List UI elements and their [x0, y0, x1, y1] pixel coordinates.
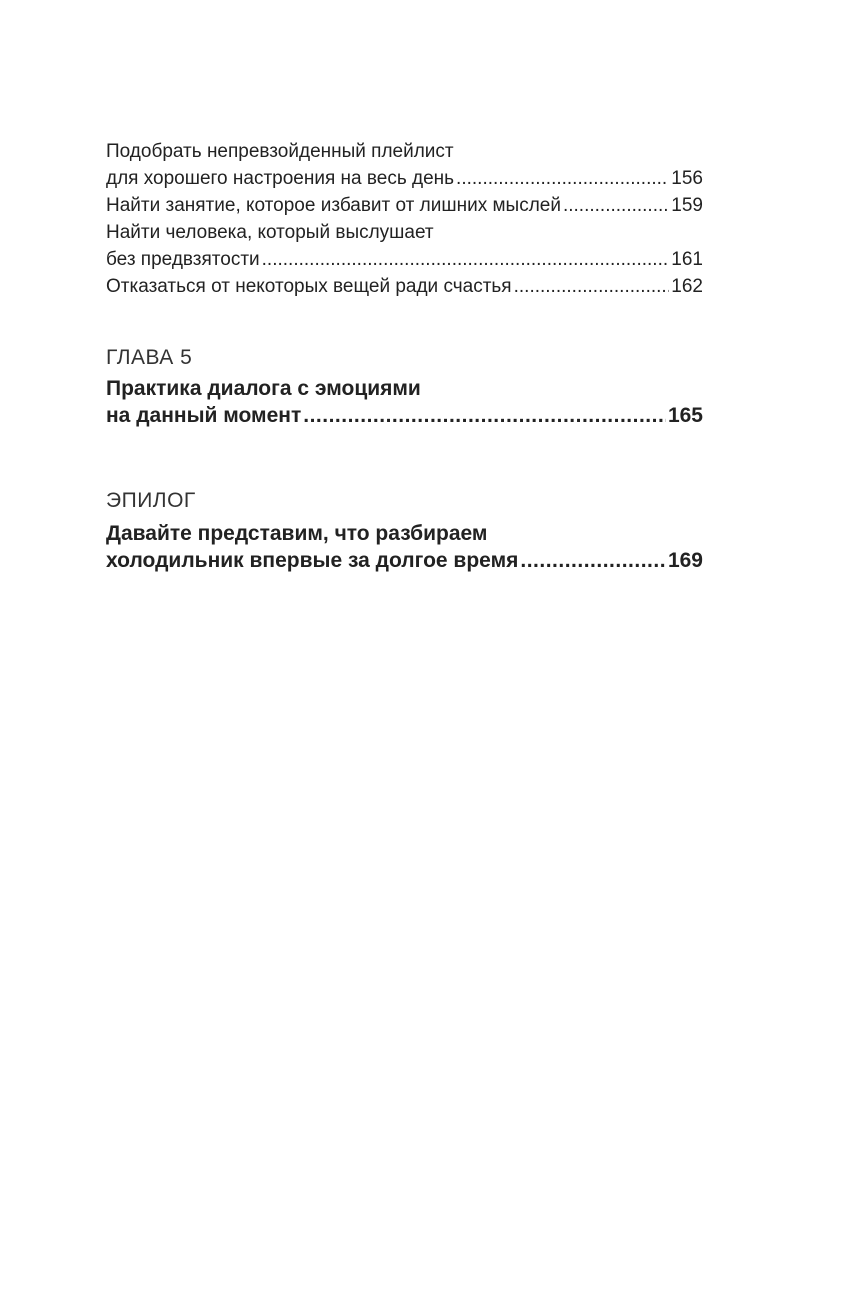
toc-entry-last-line [106, 273, 703, 300]
page-number: 165 [667, 404, 703, 427]
dot-leader [563, 192, 669, 219]
chapter-title-last-line [106, 402, 703, 429]
toc-entry-text: для хорошего настроения на весь день [106, 168, 455, 189]
dot-leader [520, 547, 666, 574]
toc-entry-activity [106, 192, 703, 219]
dot-leader [262, 246, 670, 273]
chapter-label: ЭПИЛОГ [106, 489, 196, 512]
toc-entry-happiness [106, 273, 703, 300]
toc-entry-text: Отказаться от некоторых вещей ради счастья [106, 276, 512, 297]
chapter-title-text: на данный момент [106, 404, 302, 427]
chapter-title-text: холодильник впервые за долгое время [106, 549, 519, 572]
toc-entry-text: Найти занятие, которое избавит от лишних мыслей [106, 195, 561, 216]
page-number: 169 [667, 549, 703, 572]
chapter-5-section [106, 344, 703, 429]
toc-entry-last-line [106, 192, 703, 219]
table-of-contents [106, 138, 703, 574]
toc-entry-line: Подобрать непревзойденный плейлист [106, 141, 454, 162]
page-number: 156 [671, 168, 703, 189]
chapter-title [106, 375, 703, 429]
toc-entry-text: без предвзятости [106, 249, 260, 270]
chapter-title-last-line [106, 547, 703, 574]
toc-entry-last-line [106, 165, 703, 192]
chapter-label: ГЛАВА 5 [106, 346, 193, 369]
toc-entry-playlist [106, 138, 703, 192]
chapter-title-line: Давайте представим, что разбираем [106, 522, 488, 545]
page-number: 161 [671, 249, 703, 270]
page-number: 159 [671, 195, 703, 216]
dot-leader [456, 165, 669, 192]
page-number: 162 [671, 276, 703, 297]
toc-entry-line: Найти человека, который выслушает [106, 222, 434, 243]
dot-leader [303, 402, 666, 429]
chapter-title [106, 520, 703, 574]
epilogue-section [106, 487, 703, 574]
toc-entry-listener [106, 219, 703, 273]
chapter-title-line: Практика диалога с эмоциями [106, 377, 421, 400]
dot-leader [514, 273, 670, 300]
toc-entry-last-line [106, 246, 703, 273]
